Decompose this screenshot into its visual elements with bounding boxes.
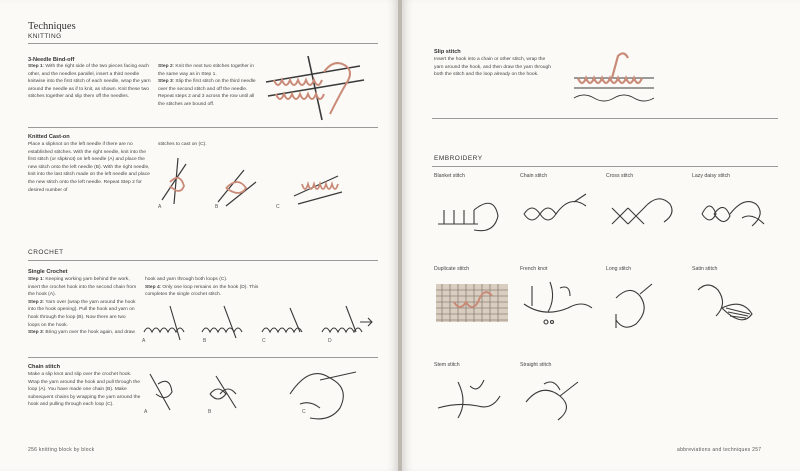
blanket-stitch-illustration	[434, 184, 514, 240]
illus-label-a: A	[142, 338, 146, 344]
step-text: : Yarn over (wrap the yarn around the hook into the hook opening). Pull the hook and yarn on hook through the loop (B). Now there are two loops on the hook.	[28, 299, 136, 328]
repeat-text: Repeat steps 2 and 3 across the row until all the stitches are bound off.	[158, 94, 255, 107]
stitch-label: Chain stitch	[520, 173, 548, 179]
illus-label-b: B	[203, 338, 207, 344]
satin-stitch-illustration	[692, 278, 772, 334]
illus-label-a: A	[158, 204, 162, 210]
step-label: Step 2	[158, 64, 173, 69]
long-stitch-illustration	[606, 278, 686, 334]
illus-label-c: C	[262, 338, 266, 344]
stitch-label: Duplicate stitch	[434, 266, 470, 272]
step-label: Step 3	[28, 330, 43, 336]
text-3-needle-col1	[28, 63, 152, 101]
divider	[432, 118, 778, 119]
three-needle-illustration	[264, 52, 374, 124]
chain-stitch-embroidery-illustration	[520, 184, 600, 240]
single-crochet-illustration	[140, 302, 380, 350]
text-knitted-caston: Place a slipknot on the left needle if there are no established stitches. With the right needle, knit into the first stitch (or slipknot) on left needle (A) and place the new stitch onto the left needle (B). With the right needle, knit into the last stitch made on the left needle and place the new stitch onto the left needle. Repeat Step 2 for desired number of	[28, 142, 150, 193]
lazy-daisy-illustration	[692, 184, 772, 240]
left-page	[0, 0, 398, 471]
cross-stitch-illustration	[606, 184, 686, 240]
heading-single-crochet: Single Crochet	[28, 269, 68, 275]
page-folio: abbreviations and techniques 257	[677, 447, 762, 453]
section-knitting: KNITTING	[28, 33, 62, 40]
heading-chain-stitch: Chain stitch	[28, 364, 61, 370]
page-folio: 256 knitting block by block	[28, 447, 95, 453]
illus-label-a: A	[144, 409, 148, 415]
text-3-needle-col2	[158, 63, 258, 109]
stitch-label: Satin stitch	[692, 266, 718, 272]
knitted-caston-illustration	[156, 152, 346, 212]
divider	[28, 260, 378, 261]
stitch-label: Straight stitch	[520, 362, 552, 368]
divider	[28, 357, 378, 358]
step-text: : Slip the first stitch on the third needle over the second stitch and off the needle.	[158, 79, 256, 92]
step-text: hook and yarn through both loops (C).	[145, 277, 228, 282]
text-slip-stitch: Insert the hook into a chain or other stitch, wrap the yarn around the hook, and then draw the yarn through both the stitch and the loop already on the hook.	[434, 57, 551, 78]
step-text: : With the right side of the two pieces facing each other, and the needles parallel, insert a third needle knitwise into the first stitch of each needle, wrap the yarn around the needle as if to knit, as shown. Knit these two stitches together and slip them off the needles.	[28, 64, 151, 100]
heading-knitted-caston: Knitted Cast-on	[28, 134, 70, 140]
step-label: Step 4	[145, 284, 160, 290]
straight-stitch-illustration	[520, 372, 600, 426]
step-label: Step 3	[158, 79, 173, 85]
text-chain-stitch: Make a slip knot and slip over the crochet hook. Wrap the yarn around the hook and pull through the loop (A). You have made one chain (B). Make subsequent chains by wrapping the yarn around the hook and pulling through each loop (C).	[28, 372, 141, 408]
heading-slip-stitch: Slip stitch	[434, 49, 461, 55]
stitch-label: Cross stitch	[606, 173, 634, 179]
text-single-crochet-col2	[145, 276, 265, 299]
section-crochet: CROCHET	[28, 249, 64, 256]
divider	[432, 166, 778, 167]
heading-3-needle: 3-Needle Bind-off	[28, 57, 75, 63]
right-page	[402, 0, 800, 471]
divider	[28, 127, 378, 128]
french-knot-illustration	[520, 278, 600, 334]
chain-stitch-illustration	[140, 364, 380, 424]
stitch-label: French knot	[520, 266, 548, 272]
stitch-label: Lazy daisy stitch	[692, 173, 731, 179]
step-text: : Bring yarn over the hook again, and draw	[42, 330, 135, 336]
page-title: Techniques	[28, 21, 76, 32]
stitch-label: Long stitch	[606, 266, 632, 272]
stitch-label: Blanket stitch	[434, 173, 465, 179]
stem-stitch-illustration	[434, 372, 514, 426]
step-label: Step 1	[28, 64, 43, 69]
text-knitted-caston-col2: stitches to cast on (C).	[158, 142, 207, 147]
section-embroidery: EMBROIDERY	[434, 155, 483, 162]
slip-stitch-illustration	[572, 48, 662, 108]
illus-label-d: D	[328, 338, 332, 344]
illus-label-c: C	[302, 409, 306, 415]
divider	[28, 43, 378, 44]
step-text: : Keeping working yarn behind the work, insert the crochet hook into the second chain from the hook (A).	[28, 277, 137, 298]
step-label: Step 1	[28, 277, 43, 282]
text-single-crochet-col1	[28, 276, 138, 337]
step-text: : Knit the next two stitches together in the same way as in Step 1.	[158, 64, 254, 77]
duplicate-stitch-illustration	[434, 280, 514, 326]
illus-label-b: B	[208, 409, 212, 415]
step-text: : Only one loop remains on the hook (D). This completes the single crochet stitch.	[145, 284, 259, 298]
step-label: Step 2	[28, 299, 43, 305]
stitch-label: Stem stitch	[434, 362, 460, 368]
illus-label-c: C	[276, 204, 280, 210]
illus-label-b: B	[215, 204, 219, 210]
